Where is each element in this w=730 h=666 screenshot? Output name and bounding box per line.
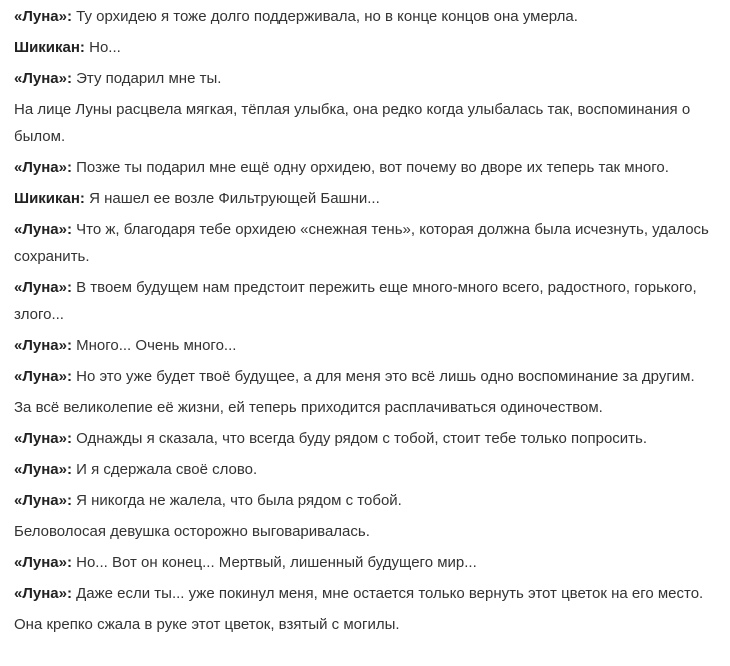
narration-line xyxy=(14,394,720,421)
line-text: Много... Очень много... xyxy=(71,337,237,354)
line-text: Однажды я сказала, что всегда буду рядом с тобой, стоит тебе только попросить. xyxy=(71,430,648,447)
speaker-name: «Луна»: xyxy=(14,368,72,385)
dialogue-line xyxy=(14,216,720,270)
line-text: И я сдержала своё слово. xyxy=(71,461,258,478)
speaker-name: Шикикан: xyxy=(14,39,85,56)
narration-line xyxy=(14,518,720,545)
dialogue-line xyxy=(14,3,720,30)
line-text: Но это уже будет твоё будущее, а для меня это всё лишь одно воспоминание за другим. xyxy=(71,368,695,385)
dialogue-line xyxy=(14,65,720,92)
speaker-name: «Луна»: xyxy=(14,554,72,571)
line-text: Я нашел ее возле Фильтрующей Башни... xyxy=(84,190,380,207)
dialogue-line xyxy=(14,549,720,576)
dialogue-line xyxy=(14,487,720,514)
dialogue-line xyxy=(14,185,720,212)
line-text: Позже ты подарил мне ещё одну орхидею, вот почему во дворе их теперь так много. xyxy=(71,159,669,176)
speaker-name: «Луна»: xyxy=(14,159,72,176)
dialogue-line xyxy=(14,580,720,607)
line-text: Беловолосая девушка осторожно выговаривалась. xyxy=(14,523,370,540)
dialogue-line xyxy=(14,154,720,181)
line-text: Эту подарил мне ты. xyxy=(71,70,222,87)
line-text: Даже если ты... уже покинул меня, мне остается только вернуть этот цветок на его место. xyxy=(71,585,704,602)
speaker-name: «Луна»: xyxy=(14,279,72,296)
speaker-name: «Луна»: xyxy=(14,221,72,238)
line-text: Но... xyxy=(84,39,121,56)
speaker-name: «Луна»: xyxy=(14,430,72,447)
line-text: Ту орхидею я тоже долго поддерживала, но в конце концов она умерла. xyxy=(71,8,578,25)
speaker-name: Шикикан: xyxy=(14,190,85,207)
line-text: Но... Вот он конец... Мертвый, лишенный будущего мир... xyxy=(71,554,477,571)
speaker-name: «Луна»: xyxy=(14,8,72,25)
speaker-name: «Луна»: xyxy=(14,492,72,509)
dialogue-line xyxy=(14,332,720,359)
dialogue-line xyxy=(14,363,720,390)
speaker-name: «Луна»: xyxy=(14,461,72,478)
line-text: Что ж, благодаря тебе орхидею «снежная тень», которая должна была исчезнуть, удалось сохранить. xyxy=(14,221,709,265)
dialogue-line xyxy=(14,34,720,61)
line-text: В твоем будущем нам предстоит пережить еще много-много всего, радостного, горького, злого... xyxy=(14,279,697,323)
narration-line xyxy=(14,96,720,150)
speaker-name: «Луна»: xyxy=(14,585,72,602)
dialogue-line xyxy=(14,274,720,328)
line-text: Она крепко сжала в руке этот цветок, взятый с могилы. xyxy=(14,616,400,633)
line-text: На лице Луны расцвела мягкая, тёплая улыбка, она редко когда улыбалась так, воспоминания о былом. xyxy=(14,101,691,145)
narration-line xyxy=(14,611,720,638)
line-text: За всё великолепие её жизни, ей теперь приходится расплачиваться одиночеством. xyxy=(14,399,603,416)
dialogue-line xyxy=(14,456,720,483)
speaker-name: «Луна»: xyxy=(14,70,72,87)
dialogue-line xyxy=(14,425,720,452)
speaker-name: «Луна»: xyxy=(14,337,72,354)
line-text: Я никогда не жалела, что была рядом с тобой. xyxy=(71,492,402,509)
